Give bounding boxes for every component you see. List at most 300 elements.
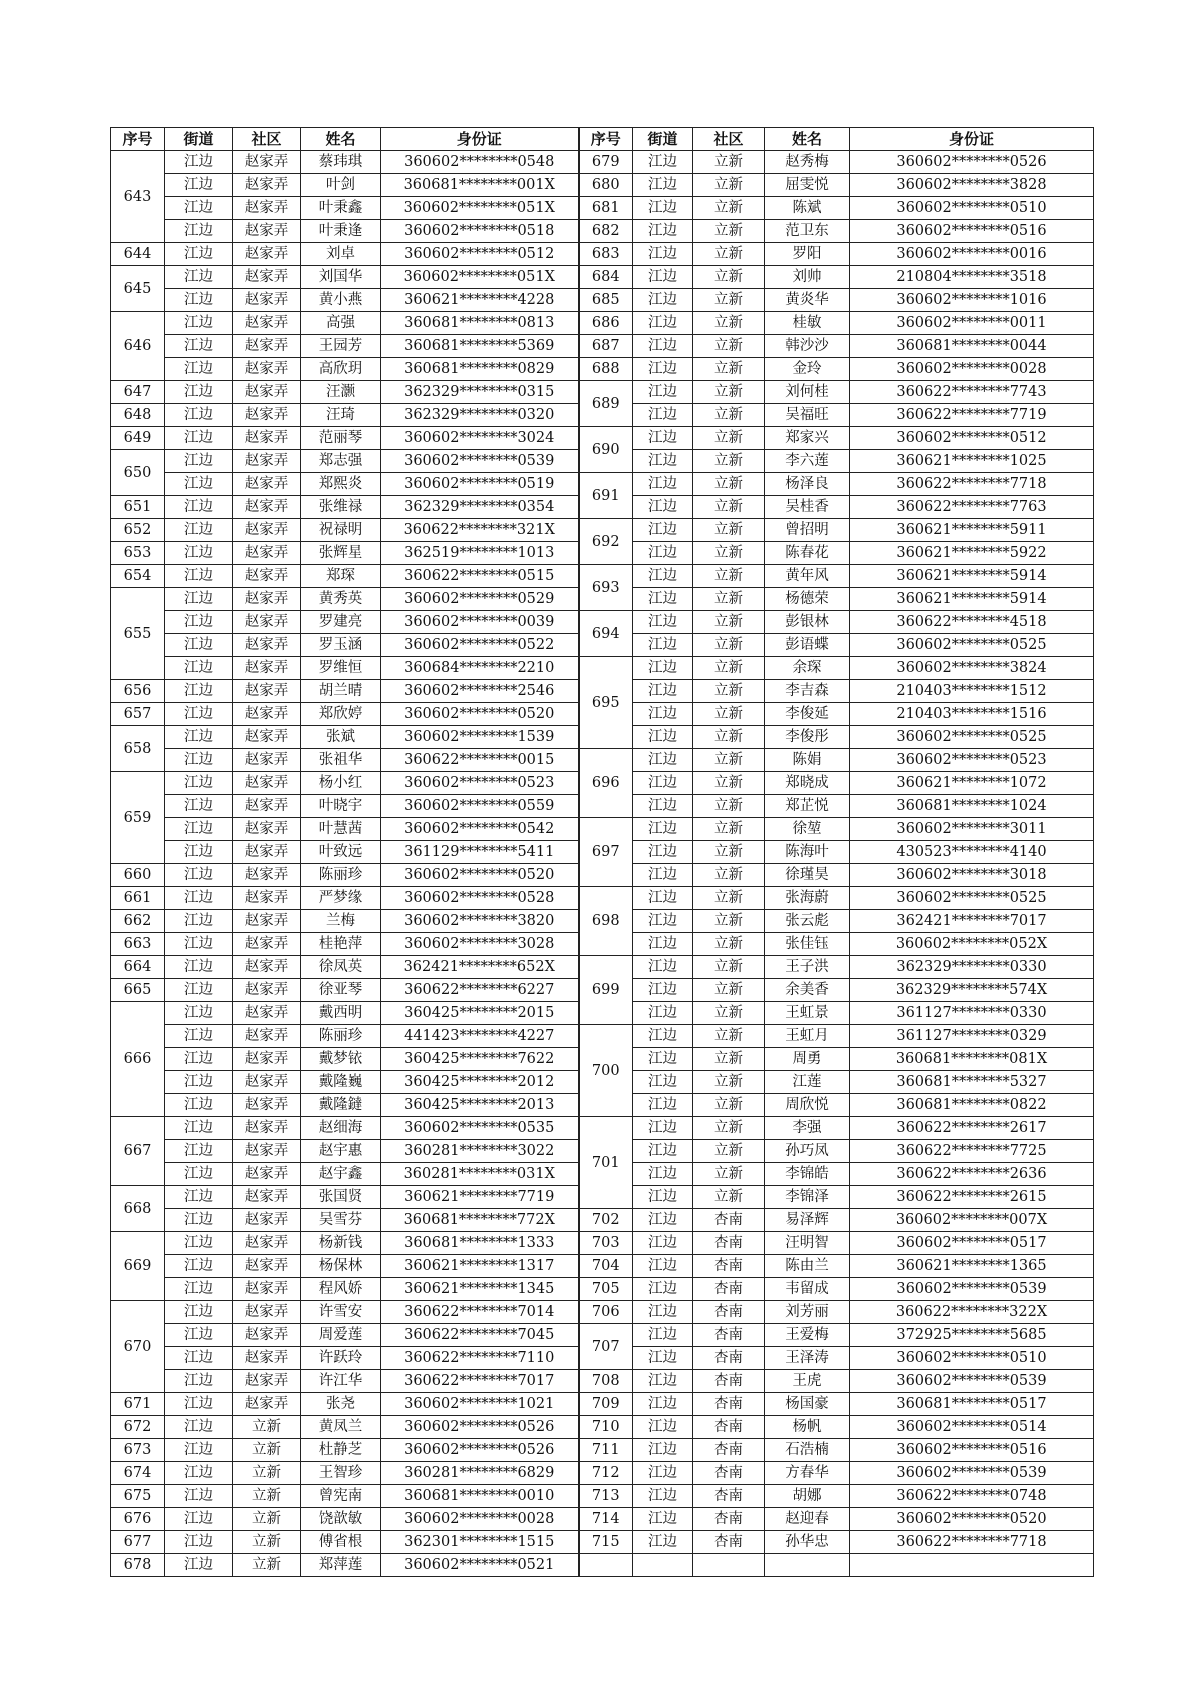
name-cell: 张维禄 — [301, 496, 381, 519]
row-number-cell: 662 — [111, 910, 165, 933]
street-cell: 江边 — [633, 450, 693, 473]
table-row — [111, 1393, 1094, 1416]
street-cell: 江边 — [633, 473, 693, 496]
street-cell: 江边 — [165, 1439, 233, 1462]
id-cell: 362329********574X — [850, 979, 1094, 1002]
table-row — [111, 1025, 1094, 1048]
id-cell: 360622********2615 — [850, 1186, 1094, 1209]
id-cell: 360622********7718 — [850, 1531, 1094, 1554]
id-cell: 360425********2012 — [381, 1071, 579, 1094]
name-cell: 杨德荣 — [765, 588, 850, 611]
table-row — [111, 1416, 1094, 1439]
community-cell: 赵家弄 — [233, 1163, 301, 1186]
name-cell: 胡娜 — [765, 1485, 850, 1508]
community-cell: 赵家弄 — [233, 1347, 301, 1370]
table-row — [111, 358, 1094, 381]
street-cell: 江边 — [633, 956, 693, 979]
community-cell: 赵家弄 — [233, 841, 301, 864]
row-number-cell: 676 — [111, 1508, 165, 1531]
name-cell: 陈春花 — [765, 542, 850, 565]
street-cell: 江边 — [165, 1094, 233, 1117]
id-cell: 360602********3824 — [850, 657, 1094, 680]
name-cell: 郑萍莲 — [301, 1554, 381, 1577]
id-cell: 360622********7045 — [381, 1324, 579, 1347]
row-number-cell: 651 — [111, 496, 165, 519]
empty-cell — [579, 1554, 633, 1577]
row-number-cell: 702 — [579, 1209, 633, 1232]
street-cell: 江边 — [165, 588, 233, 611]
street-cell: 江边 — [165, 1324, 233, 1347]
community-cell: 赵家弄 — [233, 473, 301, 496]
community-cell: 赵家弄 — [233, 1324, 301, 1347]
street-cell: 江边 — [633, 1025, 693, 1048]
community-cell: 赵家弄 — [233, 220, 301, 243]
street-cell: 江边 — [633, 1163, 693, 1186]
row-number-cell: 688 — [579, 358, 633, 381]
id-cell: 360602********0525 — [850, 634, 1094, 657]
name-cell: 叶致远 — [301, 841, 381, 864]
row-number-cell: 692 — [579, 519, 633, 565]
street-cell: 江边 — [165, 220, 233, 243]
community-cell: 立新 — [693, 473, 765, 496]
community-cell: 立新 — [693, 1048, 765, 1071]
row-number-cell: 647 — [111, 381, 165, 404]
name-cell: 张尧 — [301, 1393, 381, 1416]
row-number-cell: 653 — [111, 542, 165, 565]
id-cell: 210403********1516 — [850, 703, 1094, 726]
name-cell: 高欣玥 — [301, 358, 381, 381]
row-number-cell: 715 — [579, 1531, 633, 1554]
table-row — [111, 1255, 1094, 1278]
id-cell: 360602********007X — [850, 1209, 1094, 1232]
row-number-cell: 665 — [111, 979, 165, 1002]
table-body — [111, 151, 1094, 1577]
street-cell: 江边 — [165, 1393, 233, 1416]
id-cell: 360602********0523 — [381, 772, 579, 795]
row-number-cell: 674 — [111, 1462, 165, 1485]
street-cell: 江边 — [633, 1186, 693, 1209]
community-cell: 赵家弄 — [233, 266, 301, 289]
table-row — [111, 381, 1094, 404]
id-cell: 360621********5922 — [850, 542, 1094, 565]
community-cell: 立新 — [693, 404, 765, 427]
table-row — [111, 1278, 1094, 1301]
street-cell: 江边 — [633, 1002, 693, 1025]
id-cell: 360602********1021 — [381, 1393, 579, 1416]
name-cell: 孙巧凤 — [765, 1140, 850, 1163]
table-row — [111, 1508, 1094, 1531]
street-cell: 江边 — [633, 496, 693, 519]
community-cell: 赵家弄 — [233, 450, 301, 473]
id-cell: 210403********1512 — [850, 680, 1094, 703]
id-cell: 360602********0512 — [850, 427, 1094, 450]
street-cell: 江边 — [633, 1232, 693, 1255]
street-cell: 江边 — [633, 266, 693, 289]
name-cell: 叶剑 — [301, 174, 381, 197]
table-row — [111, 197, 1094, 220]
id-cell: 360622********7718 — [850, 473, 1094, 496]
community-cell: 赵家弄 — [233, 933, 301, 956]
header-row — [111, 128, 1094, 151]
street-cell: 江边 — [165, 1416, 233, 1439]
street-cell: 江边 — [165, 335, 233, 358]
community-cell: 立新 — [233, 1531, 301, 1554]
id-cell: 360602********0039 — [381, 611, 579, 634]
street-cell: 江边 — [165, 1462, 233, 1485]
street-cell: 江边 — [165, 887, 233, 910]
name-cell: 吴桂香 — [765, 496, 850, 519]
community-cell: 赵家弄 — [233, 243, 301, 266]
name-cell: 彭银林 — [765, 611, 850, 634]
name-cell: 高强 — [301, 312, 381, 335]
table-row — [111, 1117, 1094, 1140]
col-header-no-right: 序号 — [579, 128, 633, 151]
id-cell: 360602********0514 — [850, 1416, 1094, 1439]
id-cell: 360621********1025 — [850, 450, 1094, 473]
table-row — [111, 220, 1094, 243]
community-cell: 赵家弄 — [233, 1140, 301, 1163]
community-cell: 立新 — [693, 818, 765, 841]
community-cell: 赵家弄 — [233, 749, 301, 772]
empty-cell — [693, 1554, 765, 1577]
street-cell: 江边 — [633, 1094, 693, 1117]
id-cell: 360622********2636 — [850, 1163, 1094, 1186]
community-cell: 立新 — [233, 1416, 301, 1439]
col-header-street-right: 街道 — [633, 128, 693, 151]
community-cell: 杏南 — [693, 1416, 765, 1439]
street-cell: 江边 — [165, 634, 233, 657]
name-cell: 黄凤兰 — [301, 1416, 381, 1439]
id-cell: 360602********0016 — [850, 243, 1094, 266]
row-number-cell: 710 — [579, 1416, 633, 1439]
name-cell: 杨小红 — [301, 772, 381, 795]
street-cell: 江边 — [165, 1140, 233, 1163]
street-cell: 江边 — [633, 243, 693, 266]
community-cell: 立新 — [693, 910, 765, 933]
community-cell: 赵家弄 — [233, 404, 301, 427]
street-cell: 江边 — [633, 1071, 693, 1094]
street-cell: 江边 — [165, 680, 233, 703]
id-cell: 360602********0525 — [850, 726, 1094, 749]
street-cell: 江边 — [633, 1439, 693, 1462]
street-cell: 江边 — [633, 887, 693, 910]
community-cell: 赵家弄 — [233, 634, 301, 657]
row-number-cell: 648 — [111, 404, 165, 427]
table-row — [111, 1232, 1094, 1255]
id-cell: 210804********3518 — [850, 266, 1094, 289]
community-cell: 立新 — [693, 266, 765, 289]
street-cell: 江边 — [165, 1301, 233, 1324]
name-cell: 胡兰晴 — [301, 680, 381, 703]
row-number-cell: 663 — [111, 933, 165, 956]
row-number-cell: 681 — [579, 197, 633, 220]
col-header-community-right: 社区 — [693, 128, 765, 151]
street-cell: 江边 — [165, 657, 233, 680]
table-row — [111, 1209, 1094, 1232]
community-cell: 赵家弄 — [233, 1370, 301, 1393]
name-cell: 郑晓成 — [765, 772, 850, 795]
name-cell: 杨帆 — [765, 1416, 850, 1439]
name-cell: 赵宇鑫 — [301, 1163, 381, 1186]
id-cell: 360425********2013 — [381, 1094, 579, 1117]
street-cell: 江边 — [633, 1301, 693, 1324]
id-cell: 360602********0526 — [381, 1439, 579, 1462]
community-cell: 赵家弄 — [233, 197, 301, 220]
row-number-cell: 679 — [579, 151, 633, 174]
id-cell: 360602********0028 — [381, 1508, 579, 1531]
street-cell: 江边 — [633, 220, 693, 243]
street-cell: 江边 — [633, 151, 693, 174]
street-cell: 江边 — [633, 335, 693, 358]
street-cell: 江边 — [633, 427, 693, 450]
id-cell: 360281********031X — [381, 1163, 579, 1186]
id-cell: 360621********1345 — [381, 1278, 579, 1301]
community-cell: 杏南 — [693, 1324, 765, 1347]
id-cell: 360602********0516 — [850, 220, 1094, 243]
street-cell: 江边 — [633, 818, 693, 841]
row-number-cell: 664 — [111, 956, 165, 979]
name-cell: 兰梅 — [301, 910, 381, 933]
name-cell: 罗维恒 — [301, 657, 381, 680]
street-cell: 江边 — [165, 473, 233, 496]
table-row — [111, 1370, 1094, 1393]
id-cell: 360602********0518 — [381, 220, 579, 243]
street-cell: 江边 — [165, 197, 233, 220]
community-cell: 赵家弄 — [233, 1232, 301, 1255]
name-cell: 杜静芝 — [301, 1439, 381, 1462]
id-cell: 360281********3022 — [381, 1140, 579, 1163]
id-cell: 360602********1016 — [850, 289, 1094, 312]
row-number-cell: 670 — [111, 1301, 165, 1393]
name-cell: 戴隆鐽 — [301, 1094, 381, 1117]
row-number-cell: 649 — [111, 427, 165, 450]
row-number-cell: 680 — [579, 174, 633, 197]
row-number-cell: 708 — [579, 1370, 633, 1393]
community-cell: 立新 — [693, 197, 765, 220]
id-cell: 360621********1317 — [381, 1255, 579, 1278]
community-cell: 杏南 — [693, 1462, 765, 1485]
community-cell: 杏南 — [693, 1531, 765, 1554]
name-cell: 郑家兴 — [765, 427, 850, 450]
community-cell: 立新 — [693, 680, 765, 703]
row-number-cell: 686 — [579, 312, 633, 335]
community-cell: 赵家弄 — [233, 726, 301, 749]
street-cell: 江边 — [165, 979, 233, 1002]
id-cell: 360622********0515 — [381, 565, 579, 588]
street-cell: 江边 — [165, 1163, 233, 1186]
name-cell: 范卫东 — [765, 220, 850, 243]
row-number-cell: 660 — [111, 864, 165, 887]
community-cell: 立新 — [693, 427, 765, 450]
community-cell: 立新 — [693, 634, 765, 657]
community-cell: 立新 — [693, 519, 765, 542]
street-cell: 江边 — [633, 358, 693, 381]
street-cell: 江边 — [165, 956, 233, 979]
street-cell: 江边 — [633, 1255, 693, 1278]
id-cell: 441423********4227 — [381, 1025, 579, 1048]
street-cell: 江边 — [165, 404, 233, 427]
name-cell: 杨泽良 — [765, 473, 850, 496]
table-row — [111, 473, 1094, 496]
street-cell: 江边 — [165, 312, 233, 335]
name-cell: 曾宪南 — [301, 1485, 381, 1508]
id-cell: 360622********4518 — [850, 611, 1094, 634]
community-cell: 立新 — [693, 496, 765, 519]
col-header-community: 社区 — [233, 128, 301, 151]
community-cell: 赵家弄 — [233, 680, 301, 703]
id-cell: 360602********3011 — [850, 818, 1094, 841]
name-cell: 戴梦铱 — [301, 1048, 381, 1071]
street-cell: 江边 — [633, 1324, 693, 1347]
name-cell: 徐堃 — [765, 818, 850, 841]
id-cell: 360622********6227 — [381, 979, 579, 1002]
name-cell: 赵迎春 — [765, 1508, 850, 1531]
id-cell: 360602********052X — [850, 933, 1094, 956]
community-cell: 杏南 — [693, 1508, 765, 1531]
community-cell: 赵家弄 — [233, 657, 301, 680]
community-cell: 杏南 — [693, 1370, 765, 1393]
col-header-street: 街道 — [165, 128, 233, 151]
row-number-cell: 657 — [111, 703, 165, 726]
id-cell: 360621********1365 — [850, 1255, 1094, 1278]
id-cell: 360622********2617 — [850, 1117, 1094, 1140]
row-number-cell: 667 — [111, 1117, 165, 1186]
id-cell: 360602********0526 — [850, 151, 1094, 174]
name-cell: 屈雯悦 — [765, 174, 850, 197]
id-cell: 360681********0822 — [850, 1094, 1094, 1117]
street-cell: 江边 — [633, 1278, 693, 1301]
name-cell: 罗玉涵 — [301, 634, 381, 657]
street-cell: 江边 — [165, 1508, 233, 1531]
row-number-cell: 666 — [111, 1002, 165, 1117]
table-row — [111, 1324, 1094, 1347]
community-cell: 立新 — [233, 1554, 301, 1577]
street-cell: 江边 — [165, 726, 233, 749]
community-cell: 杏南 — [693, 1393, 765, 1416]
street-cell: 江边 — [633, 381, 693, 404]
name-cell: 许江华 — [301, 1370, 381, 1393]
name-cell: 徐亚琴 — [301, 979, 381, 1002]
row-number-cell: 712 — [579, 1462, 633, 1485]
row-number-cell: 675 — [111, 1485, 165, 1508]
table-row — [111, 519, 1094, 542]
community-cell: 立新 — [693, 588, 765, 611]
id-cell: 360602********0528 — [381, 887, 579, 910]
street-cell: 江边 — [165, 910, 233, 933]
row-number-cell: 693 — [579, 565, 633, 611]
name-cell: 江莲 — [765, 1071, 850, 1094]
community-cell: 赵家弄 — [233, 151, 301, 174]
name-cell: 汪灏 — [301, 381, 381, 404]
id-cell: 360425********7622 — [381, 1048, 579, 1071]
name-cell: 严梦缘 — [301, 887, 381, 910]
row-number-cell: 643 — [111, 151, 165, 243]
name-cell: 黄小燕 — [301, 289, 381, 312]
name-cell: 范丽琴 — [301, 427, 381, 450]
name-cell: 李锦皓 — [765, 1163, 850, 1186]
row-number-cell: 689 — [579, 381, 633, 427]
id-cell: 360621********7719 — [381, 1186, 579, 1209]
id-cell: 360681********0517 — [850, 1393, 1094, 1416]
street-cell: 江边 — [165, 933, 233, 956]
name-cell: 郑欣婷 — [301, 703, 381, 726]
street-cell: 江边 — [633, 611, 693, 634]
name-cell: 赵细海 — [301, 1117, 381, 1140]
id-cell: 360602********0011 — [850, 312, 1094, 335]
id-cell: 360602********0526 — [381, 1416, 579, 1439]
row-number-cell: 661 — [111, 887, 165, 910]
street-cell: 江边 — [633, 289, 693, 312]
community-cell: 赵家弄 — [233, 1071, 301, 1094]
row-number-cell: 684 — [579, 266, 633, 289]
community-cell: 赵家弄 — [233, 864, 301, 887]
name-cell: 刘国华 — [301, 266, 381, 289]
id-cell: 360681********0829 — [381, 358, 579, 381]
community-cell: 杏南 — [693, 1209, 765, 1232]
name-cell: 许雪安 — [301, 1301, 381, 1324]
id-cell: 360681********0010 — [381, 1485, 579, 1508]
street-cell: 江边 — [633, 795, 693, 818]
col-header-id-right: 身份证 — [850, 128, 1094, 151]
street-cell: 江边 — [633, 312, 693, 335]
community-cell: 赵家弄 — [233, 1301, 301, 1324]
street-cell: 江边 — [633, 588, 693, 611]
community-cell: 立新 — [693, 795, 765, 818]
id-cell: 360602********0559 — [381, 795, 579, 818]
row-number-cell: 678 — [111, 1554, 165, 1577]
community-cell: 立新 — [693, 1071, 765, 1094]
id-cell: 360602********3028 — [381, 933, 579, 956]
community-cell: 立新 — [233, 1508, 301, 1531]
community-cell: 立新 — [693, 933, 765, 956]
id-cell: 360602********3024 — [381, 427, 579, 450]
table-row — [111, 657, 1094, 680]
table-row — [111, 151, 1094, 174]
name-cell: 王园芳 — [301, 335, 381, 358]
community-cell: 立新 — [693, 174, 765, 197]
id-cell: 360602********0548 — [381, 151, 579, 174]
id-cell: 430523********4140 — [850, 841, 1094, 864]
id-cell: 360621********5914 — [850, 588, 1094, 611]
name-cell: 叶慧茜 — [301, 818, 381, 841]
table-row — [111, 289, 1094, 312]
street-cell: 江边 — [165, 1209, 233, 1232]
name-cell: 叶晓宇 — [301, 795, 381, 818]
name-cell: 方春华 — [765, 1462, 850, 1485]
community-cell: 立新 — [233, 1462, 301, 1485]
row-number-cell: 696 — [579, 749, 633, 818]
row-number-cell: 668 — [111, 1186, 165, 1232]
community-cell: 立新 — [693, 243, 765, 266]
community-cell: 立新 — [693, 1117, 765, 1140]
id-cell: 360602********0522 — [381, 634, 579, 657]
id-cell: 360281********6829 — [381, 1462, 579, 1485]
name-cell: 张佳钰 — [765, 933, 850, 956]
name-cell: 韩沙沙 — [765, 335, 850, 358]
community-cell: 赵家弄 — [233, 1278, 301, 1301]
name-cell: 陈海叶 — [765, 841, 850, 864]
community-cell: 赵家弄 — [233, 795, 301, 818]
name-cell: 陈娟 — [765, 749, 850, 772]
name-cell: 张祖华 — [301, 749, 381, 772]
street-cell: 江边 — [165, 772, 233, 795]
street-cell: 江边 — [633, 864, 693, 887]
street-cell: 江边 — [633, 634, 693, 657]
community-cell: 赵家弄 — [233, 1186, 301, 1209]
row-number-cell: 669 — [111, 1232, 165, 1301]
name-cell: 汪琦 — [301, 404, 381, 427]
id-cell: 362329********0320 — [381, 404, 579, 427]
